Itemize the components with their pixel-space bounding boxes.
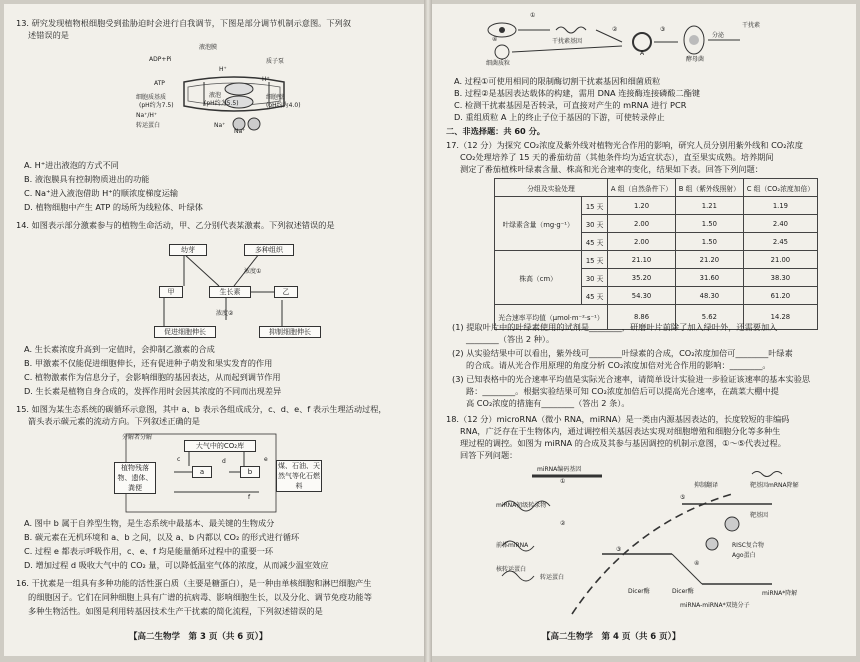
q18-mirna-star-degrade: miRNA*降解 <box>762 590 798 597</box>
q13-stem-line2: 述错误的是 <box>28 30 69 40</box>
q18-duplex: miRNA-miRNA*双链分子 <box>680 602 750 609</box>
table-cell: 48.30 <box>675 287 743 305</box>
q17-stem-line2: CO₂处理培养了 15 天的番茄幼苗（其他条件均为适宜状态），直至果实成熟。培养期间 <box>460 152 774 162</box>
q18-nuclear-transporter: 核转运蛋白 <box>496 566 527 573</box>
q15-box-remains: 植物残落物、遗体、粪便 <box>114 462 156 494</box>
q15-box-b: b <box>240 466 260 478</box>
q15-decomposer: 分解者分解 <box>122 434 153 441</box>
table-cell: 30 天 <box>582 269 608 287</box>
q18-inhibit-translation: 抑制翻译 <box>694 482 719 489</box>
q14-stem: 14. 如图表示部分激素参与的植物生命活动，甲、乙分别代表某激素。下列叙述错误的是 <box>16 220 335 230</box>
q14-box-jia: 甲 <box>159 286 183 298</box>
table-cell: 2.40 <box>743 215 817 233</box>
right-page-footer: 【高二生物学 第 4 页（共 6 页）】 <box>542 632 681 642</box>
q17-stem-line1: 17.（12 分）为探究 CO₂浓度及紫外线对植物光合作用的影响，研究人员分别用紫外线和 CO₂浓度 <box>446 140 803 150</box>
table-cell: 38.30 <box>743 269 817 287</box>
label-h-plus-out: H⁺ <box>262 76 270 83</box>
q16-secrete: 分泌 <box>712 32 725 39</box>
q15-box-atmosphere: 大气中的CO₂库 <box>184 440 256 452</box>
label-adp: ADP+Pi <box>149 56 172 63</box>
q16-stem-line3: 多种生物活性。如图是利用转基因技术生产干扰素的简化流程，下列叙述错误的是 <box>28 606 323 616</box>
label-na-1: Na⁺ <box>214 122 226 129</box>
table-header-cell: C 组（CO₂浓度加倍） <box>743 179 817 197</box>
q18-precursor-mirna: 前体miRNA <box>496 542 529 549</box>
table-cell: 54.30 <box>608 287 676 305</box>
table-group-label: 光合速率平均值（μmol·m⁻²·s⁻¹） <box>495 305 608 330</box>
q14-box-tissues: 多种组织 <box>244 244 294 256</box>
q17-results-table <box>494 178 818 330</box>
q14-box-bud: 幼芽 <box>169 244 207 256</box>
label-atp: ATP <box>154 80 165 87</box>
q16-step-4: ④ <box>492 36 498 43</box>
label-transport-protein: 转运蛋白 <box>136 122 161 129</box>
left-page-footer: 【高二生物学 第 3 页（共 6 页）】 <box>129 632 268 642</box>
q14-option-b: B. 甲激素不仅能促进细胞伸长，还有促进种子萌发和果实发育的作用 <box>24 358 273 368</box>
label-na-h-antiporter: Na⁺/H⁺ <box>136 112 158 119</box>
q18-ago-protein: Ago蛋白 <box>732 552 756 559</box>
q17-part1-line1: (1) 提取叶片中的叶绿素使用的试剂是________，研磨叶片前除了加入绿叶外，还需要加入 <box>452 322 778 332</box>
q17-part3-line2: 路：________。根据实验结果可知 CO₂浓度加倍后可以提高光合速率，在蔬菜大棚中提 <box>466 386 779 396</box>
q16-step-1: ① <box>530 12 536 19</box>
q15-label-f: f <box>248 494 251 501</box>
q18-target-mrna-degrade: 靶基因mRNA降解 <box>750 482 799 489</box>
page-fold <box>424 0 432 662</box>
table-cell: 45 天 <box>582 233 608 251</box>
table-cell: 1.20 <box>608 197 676 215</box>
q15-label-c: c <box>177 456 181 463</box>
q14-box-yi: 乙 <box>274 286 298 298</box>
q17-part3-line3: 高 CO₂浓度的措施有________（答出 2 条）。 <box>466 398 630 408</box>
q15-box-fossil-fuel: 煤、石油、天然气等化石燃料 <box>278 462 320 490</box>
q14-box-auxin: 生长素 <box>209 286 251 298</box>
q18-step-4: ④ <box>694 560 700 567</box>
q18-stem-line2: RNA，广泛存在于生物体内，通过调控相关基因表达实现对细胞增殖和细胞分化等多种生 <box>460 426 781 436</box>
q16-plasmid: 细菌质粒 <box>486 60 511 67</box>
table-cell: 61.20 <box>743 287 817 305</box>
table-cell: 1.50 <box>675 215 743 233</box>
table-cell: 15 天 <box>582 197 608 215</box>
q16-step-3: ③ <box>660 26 666 33</box>
q18-step-2: ② <box>560 520 566 527</box>
q15-option-a: A. 图中 b 属于自养型生物，是生态系统中最基本、最关键的生物成分 <box>24 518 275 528</box>
label-proton-pump: 质子泵 <box>266 58 285 65</box>
table-cell: 5.62 <box>675 305 743 330</box>
q18-primary-transcript: miRNA初级转录物 <box>496 502 547 509</box>
table-header-cell: 分组及实验处理 <box>495 179 608 197</box>
q15-option-b: B. 碳元素在无机环境和 a、b 之间，以及 a、b 内都以 CO₂ 的形式进行循环 <box>24 532 300 542</box>
q16-option-c: C. 检测干扰素基因是否转录，可直接对产生的 mRNA 进行 PCR <box>454 100 687 110</box>
q13-stem-line1: 13. 研究发现植物根细胞受到盐胁迫时会进行自我调节，下图是部分调节机制示意图。下列叙 <box>16 18 351 28</box>
q16-interferon: 干扰素 <box>742 22 761 29</box>
q16-stem-line2: 的细胞因子。它们在同种细胞上具有广谱的抗病毒、影响细胞生长，以及分化、调节免疫功能等 <box>28 592 372 602</box>
q18-dicer-2: Dicer酶 <box>672 588 694 595</box>
q15-option-c: C. 过程 e 都表示呼吸作用，c、e、f 均是能量循环过程中的重要一环 <box>24 546 274 556</box>
table-cell: 21.10 <box>608 251 676 269</box>
q18-dicer-1: Dicer酶 <box>628 588 650 595</box>
q18-step-1: ① <box>560 478 566 485</box>
q16-yeast: 酵母菌 <box>686 56 705 63</box>
table-cell: 1.21 <box>675 197 743 215</box>
q14-box-promote: 促进细胞伸长 <box>154 326 216 338</box>
q14-concentration-2: 浓度② <box>216 310 234 317</box>
q15-stem-line1: 15. 如图为某生态系统的碳循环示意图，其中 a、b 表示各组成成分，c、d、e、f 表示生理活动过程， <box>16 404 387 414</box>
table-cell: 30 天 <box>582 215 608 233</box>
q15-stem-line2: 箭头表示碳元素的流动方向。下列叙述正确的是 <box>28 416 200 426</box>
q15-option-d: D. 增加过程 d 吸收大气中的 CO₂ 量，可以降低温室气体的浓度，从而减少温室效应 <box>24 560 329 570</box>
table-cell: 31.60 <box>675 269 743 287</box>
table-group-label: 叶绿素含量（mg·g⁻¹） <box>495 197 582 251</box>
table-cell: 15 天 <box>582 251 608 269</box>
q17-stem-line3: 测定了番茄植株叶绿素含量、株高和光合速率的变化，结果如下表。回答下列问题： <box>460 164 763 174</box>
table-cell: 21.20 <box>675 251 743 269</box>
q13-option-c: C. Na⁺进入液泡借助 H⁺的顺浓度梯度运输 <box>24 188 179 198</box>
q18-transport-protein: 转运蛋白 <box>540 574 565 581</box>
q14-option-a: A. 生长素浓度升高到一定值时，会抑制乙激素的合成 <box>24 344 215 354</box>
q18-stem-line3: 理过程的调控。如图为 miRNA 的合成及其参与基因调控的机制示意图，①～⑤代表过程。 <box>460 438 786 448</box>
q18-stem-line1: 18.（12 分）microRNA（微小 RNA，miRNA）是一类由内源基因表达的，长度较短的非编码 <box>446 414 790 424</box>
q16-option-d: D. 重组质粒 A 上的终止子位于基因的下游，可使转录停止 <box>454 112 665 122</box>
table-group-label: 株高（cm） <box>495 251 582 305</box>
right-page <box>432 4 856 656</box>
q17-part2-line1: (2) 从实验结果中可以看出，紫外线可________叶绿素的合成，CO₂浓度加倍可________叶绿素 <box>452 348 793 358</box>
q15-box-a: a <box>192 466 212 478</box>
table-cell: 45 天 <box>582 287 608 305</box>
q18-stem-line4: 回答下列问题： <box>460 450 518 460</box>
label-vacuole-ph: (pH约为5.5) <box>204 100 239 107</box>
label-cytoplasm-matrix: 细胞质基质 <box>136 94 167 101</box>
q17-part3-line1: (3) 已知表格中的光合速率平均值是实际光合速率，请简单设计实验进一步验证该速率的基本实验思 <box>452 374 811 384</box>
label-cell-wall-ph: (pH约为4.0) <box>266 102 301 109</box>
q17-part2-line2: 的合成。请从光合作用原理的角度分析 CO₂浓度加倍对光合作用的影响：________。 <box>466 360 771 370</box>
label-h-plus-in: H⁺ <box>219 66 227 73</box>
q14-option-c: C. 植物激素作为信息分子，会影响细胞的基因表达，从而起到调节作用 <box>24 372 281 382</box>
q15-label-e: e <box>264 456 268 463</box>
table-row <box>495 197 818 215</box>
q16-stem-line1: 16. 干扰素是一组具有多种功能的活性蛋白质（主要是糖蛋白），是一种由单核细胞和淋巴细胞产生 <box>16 578 372 588</box>
table-cell: 35.20 <box>608 269 676 287</box>
table-header-cell: A 组（自然条件下） <box>608 179 676 197</box>
table-cell: 14.28 <box>743 305 817 330</box>
label-cell-wall: 细胞壁 <box>266 94 285 101</box>
table-cell: 21.00 <box>743 251 817 269</box>
table-row <box>495 251 818 269</box>
q18-step-5: ⑤ <box>680 494 686 501</box>
q13-option-d: D. 植物细胞中产生 ATP 的场所为线粒体、叶绿体 <box>24 202 203 212</box>
q16-option-a: A. 过程①可使用相同的限制酶切割干扰素基因和细菌质粒 <box>454 76 661 86</box>
table-cell: 2.45 <box>743 233 817 251</box>
q15-label-d: d <box>222 458 226 465</box>
table-cell: 2.00 <box>608 233 676 251</box>
q14-box-inhibit: 抑制细胞伸长 <box>259 326 321 338</box>
label-vacuole: 液泡 <box>209 92 222 99</box>
table-cell: 8.86 <box>608 305 676 330</box>
label-na-2: Na⁺ <box>234 128 246 135</box>
table-cell: 2.00 <box>608 215 676 233</box>
table-header-cell: B 组（紫外线照射） <box>675 179 743 197</box>
q18-step-3: ③ <box>616 546 622 553</box>
q14-option-d: D. 生长素是植物自身合成的，发挥作用时会因其浓度的不同而出现差异 <box>24 386 282 396</box>
q16-interferon-gene: 干扰素基因 <box>552 38 583 45</box>
q17-part1-line2: ________（答出 2 种）。 <box>466 334 555 344</box>
q14-concentration-1: 浓度① <box>244 268 262 275</box>
q18-risc-complex: RISC复合物 <box>732 542 764 549</box>
q16-recombinant-a: A <box>640 50 645 57</box>
q18-target-gene: 靶基因 <box>750 512 769 519</box>
table-header-row <box>495 179 818 197</box>
q16-process-diagram <box>472 12 772 68</box>
table-cell: 1.19 <box>743 197 817 215</box>
table-cell: 1.50 <box>675 233 743 251</box>
q13-option-a: A. H⁺进出液泡的方式不同 <box>24 160 119 170</box>
q16-option-b: B. 过程②是基因表达载体的构建，需用 DNA 连接酶连接磷酸二酯键 <box>454 88 701 98</box>
q16-step-2: ② <box>612 26 618 33</box>
label-cytoplasm-ph: (pH约为7.5) <box>139 102 174 109</box>
label-vacuole-membrane: 液泡膜 <box>199 44 218 51</box>
q18-coding-gene: miRNA编码基因 <box>537 466 582 473</box>
q13-option-b: B. 液泡膜具有控制物质进出的功能 <box>24 174 150 184</box>
left-page <box>4 4 424 656</box>
section-two-heading: 二、非选择题：共 60 分。 <box>446 126 545 136</box>
